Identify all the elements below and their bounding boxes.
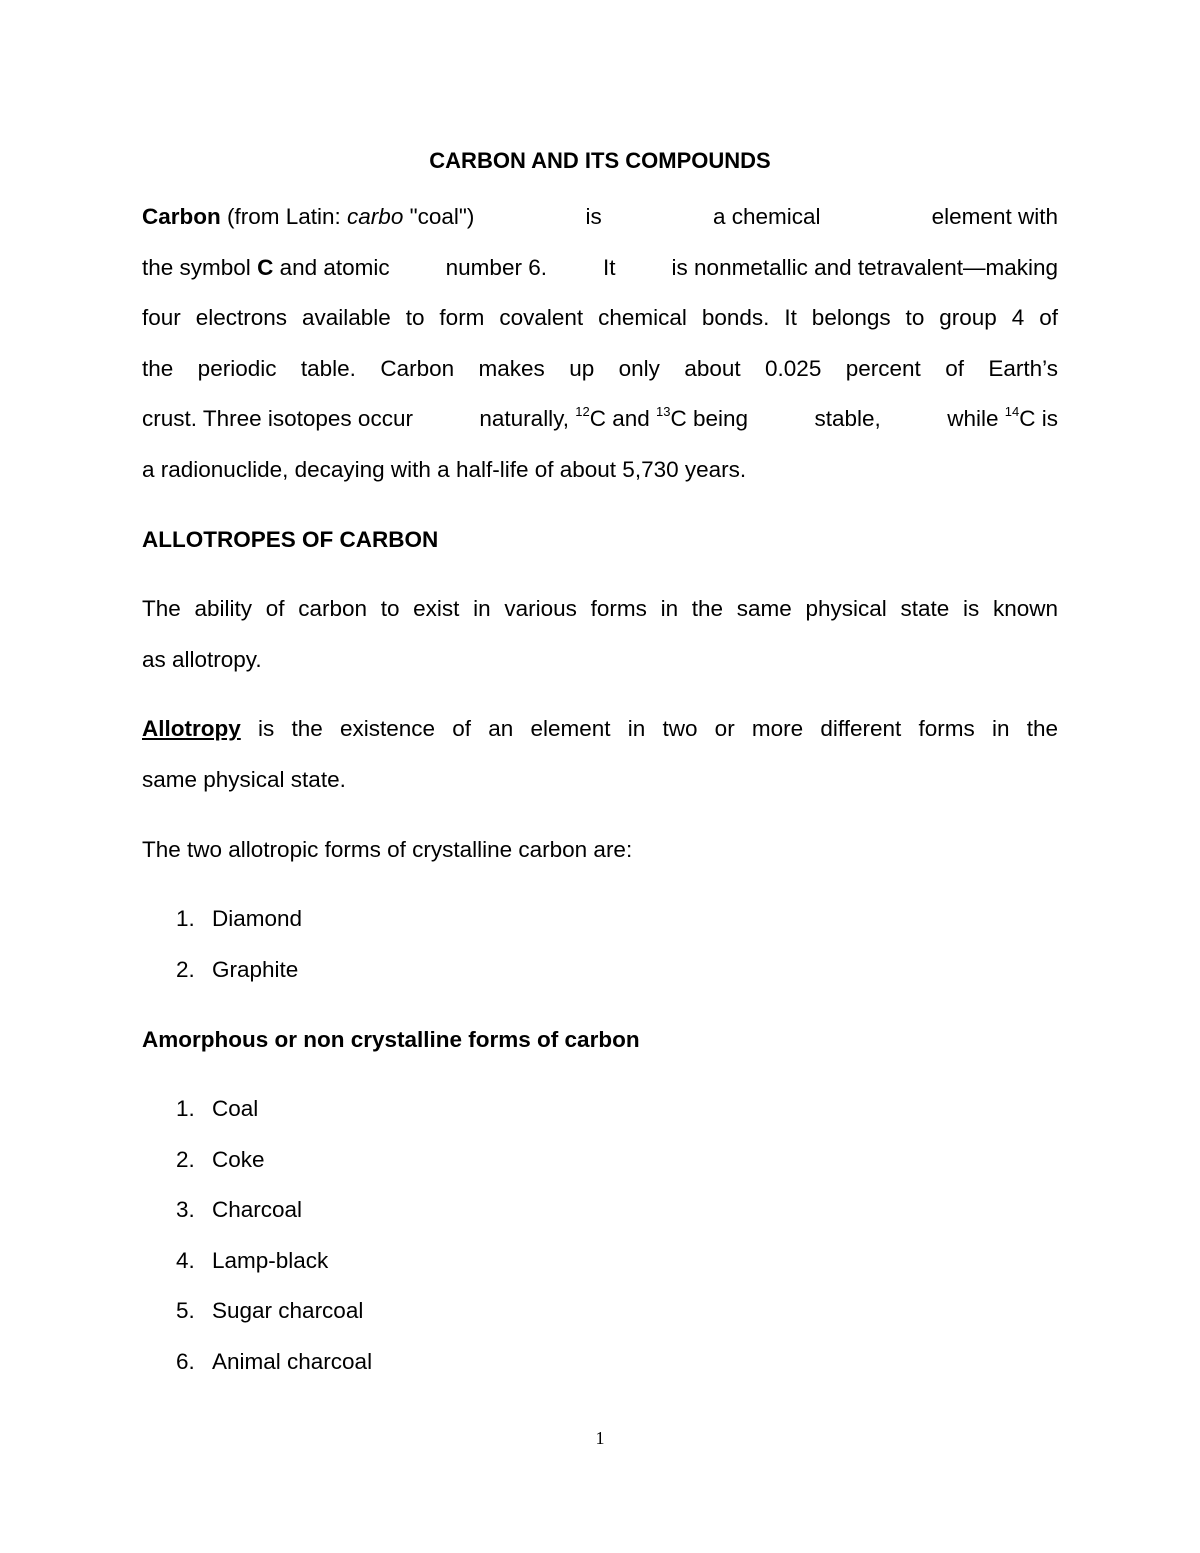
definition-line-2: same physical state. xyxy=(142,766,346,792)
intro-line-4: the periodic table. Carbon makes up only about 0.025 percent of Earth’s xyxy=(142,355,1058,381)
allotropy-line-2: as allotropy. xyxy=(142,646,262,672)
allotropy-paragraph xyxy=(142,584,1058,685)
list-item: 4. Lamp-black xyxy=(176,1247,329,1273)
list-item: 3. Charcoal xyxy=(176,1197,303,1222)
allotropes-heading: ALLOTROPES OF CARBON xyxy=(142,527,439,552)
list-item: 1. Diamond xyxy=(176,906,303,931)
intro-line-6: a radionuclide, decaying with a half-life of about 5,730 years. xyxy=(142,456,747,482)
definition-line-1: Allotropy is the existence of an element in two or more different forms in the xyxy=(142,716,1058,741)
allotropy-term: Allotropy xyxy=(142,716,241,741)
intro-line-1: Carbon (from Latin: carbo "coal") is a chemical element with xyxy=(142,204,1058,229)
allotropy-line-1: The ability of carbon to exist in various forms in the same physical state is known xyxy=(142,596,1058,621)
amorphous-heading: Amorphous or non crystalline forms of carbon xyxy=(142,1027,640,1052)
list-item: 5. Sugar charcoal xyxy=(176,1298,364,1323)
amorphous-list xyxy=(142,1084,372,1387)
carbon-term: Carbon xyxy=(142,204,221,229)
intro-line-5: crust. Three isotopes occur naturally, $^{12}$C and $^{13}$C being stable, while $^{14}$C is xyxy=(142,403,1058,431)
list-item: 2. Coke xyxy=(176,1146,265,1172)
list-item: 2. Graphite xyxy=(176,956,299,982)
intro-paragraph xyxy=(142,192,1058,495)
intro-line-2: the symbol C and atomic number 6. It is nonmetallic and tetravalent—making xyxy=(142,254,1058,280)
page-number: 1 xyxy=(595,1428,605,1448)
list-item: 1. Coal xyxy=(176,1096,259,1121)
definition-paragraph xyxy=(142,704,1058,805)
document-title: CARBON AND ITS COMPOUNDS xyxy=(429,148,771,173)
crystalline-intro: The two allotropic forms of crystalline carbon are: xyxy=(142,837,633,862)
crystalline-list xyxy=(142,894,302,995)
intro-line-3: four electrons available to form covalent chemical bonds. It belongs to group 4 of xyxy=(142,305,1058,330)
list-item: 6. Animal charcoal xyxy=(176,1348,373,1374)
